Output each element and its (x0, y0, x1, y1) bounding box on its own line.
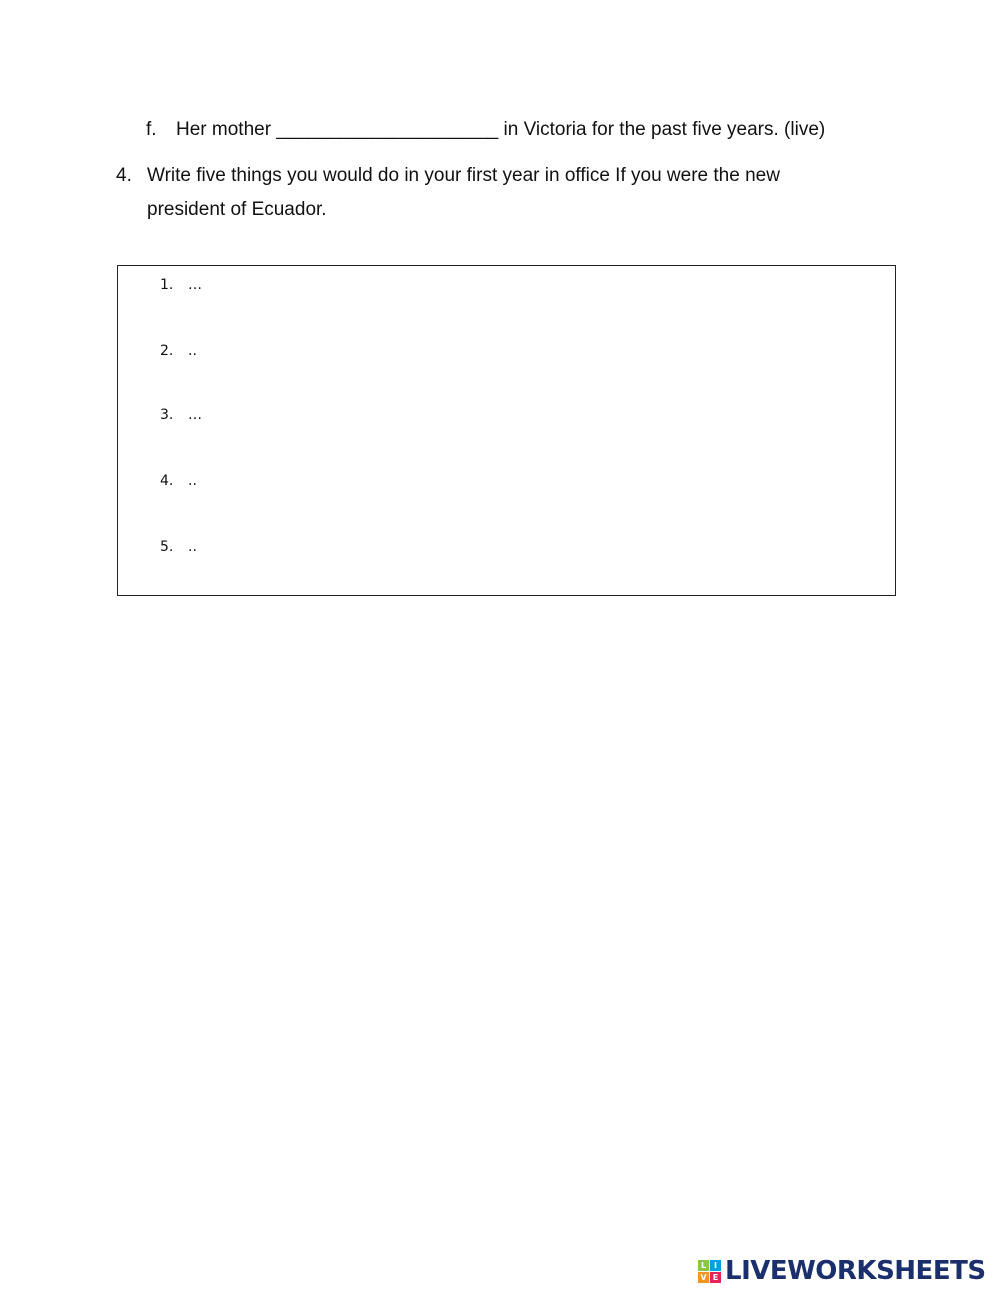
answer-item-text: … (188, 277, 202, 293)
logo-tile-l: L (698, 1260, 709, 1271)
brand-name: LIVEWORKSHEETS (725, 1256, 986, 1286)
answer-item-text: .. (188, 473, 197, 489)
answer-item-number: 4. (160, 473, 174, 489)
answer-item-1[interactable] (160, 276, 202, 294)
exercise-f-text-after: in Victoria for the past five years. (live) (503, 119, 826, 140)
question-4-line-2: president of Ecuador. (147, 199, 327, 220)
answer-item-number: 1. (160, 277, 174, 293)
answer-item-2[interactable] (160, 342, 197, 360)
exercise-f-text-before: Her mother (176, 119, 272, 140)
answer-item-text: .. (188, 343, 197, 359)
liveworksheets-logo (698, 1256, 986, 1286)
live-mark-icon (698, 1260, 721, 1283)
question-4-number: 4. (116, 165, 132, 186)
question-4-line-1: Write five things you would do in your first year in office If you were the new (147, 165, 780, 186)
answer-item-number: 5. (160, 539, 174, 555)
exercise-f-blank[interactable]: _____________________ (276, 119, 499, 140)
logo-tile-i: I (710, 1260, 721, 1271)
answer-item-text: … (188, 407, 202, 423)
answer-item-3[interactable] (160, 406, 202, 424)
exercise-f-sentence (176, 118, 825, 142)
answer-item-number: 2. (160, 343, 174, 359)
answer-item-text: .. (188, 539, 197, 555)
answer-item-number: 3. (160, 407, 174, 423)
exercise-f-label: f. (146, 119, 157, 140)
answer-item-5[interactable] (160, 538, 197, 556)
logo-tile-e: E (710, 1272, 721, 1283)
answer-item-4[interactable] (160, 472, 197, 490)
logo-tile-v: V (698, 1272, 709, 1283)
answer-box[interactable] (117, 265, 896, 596)
